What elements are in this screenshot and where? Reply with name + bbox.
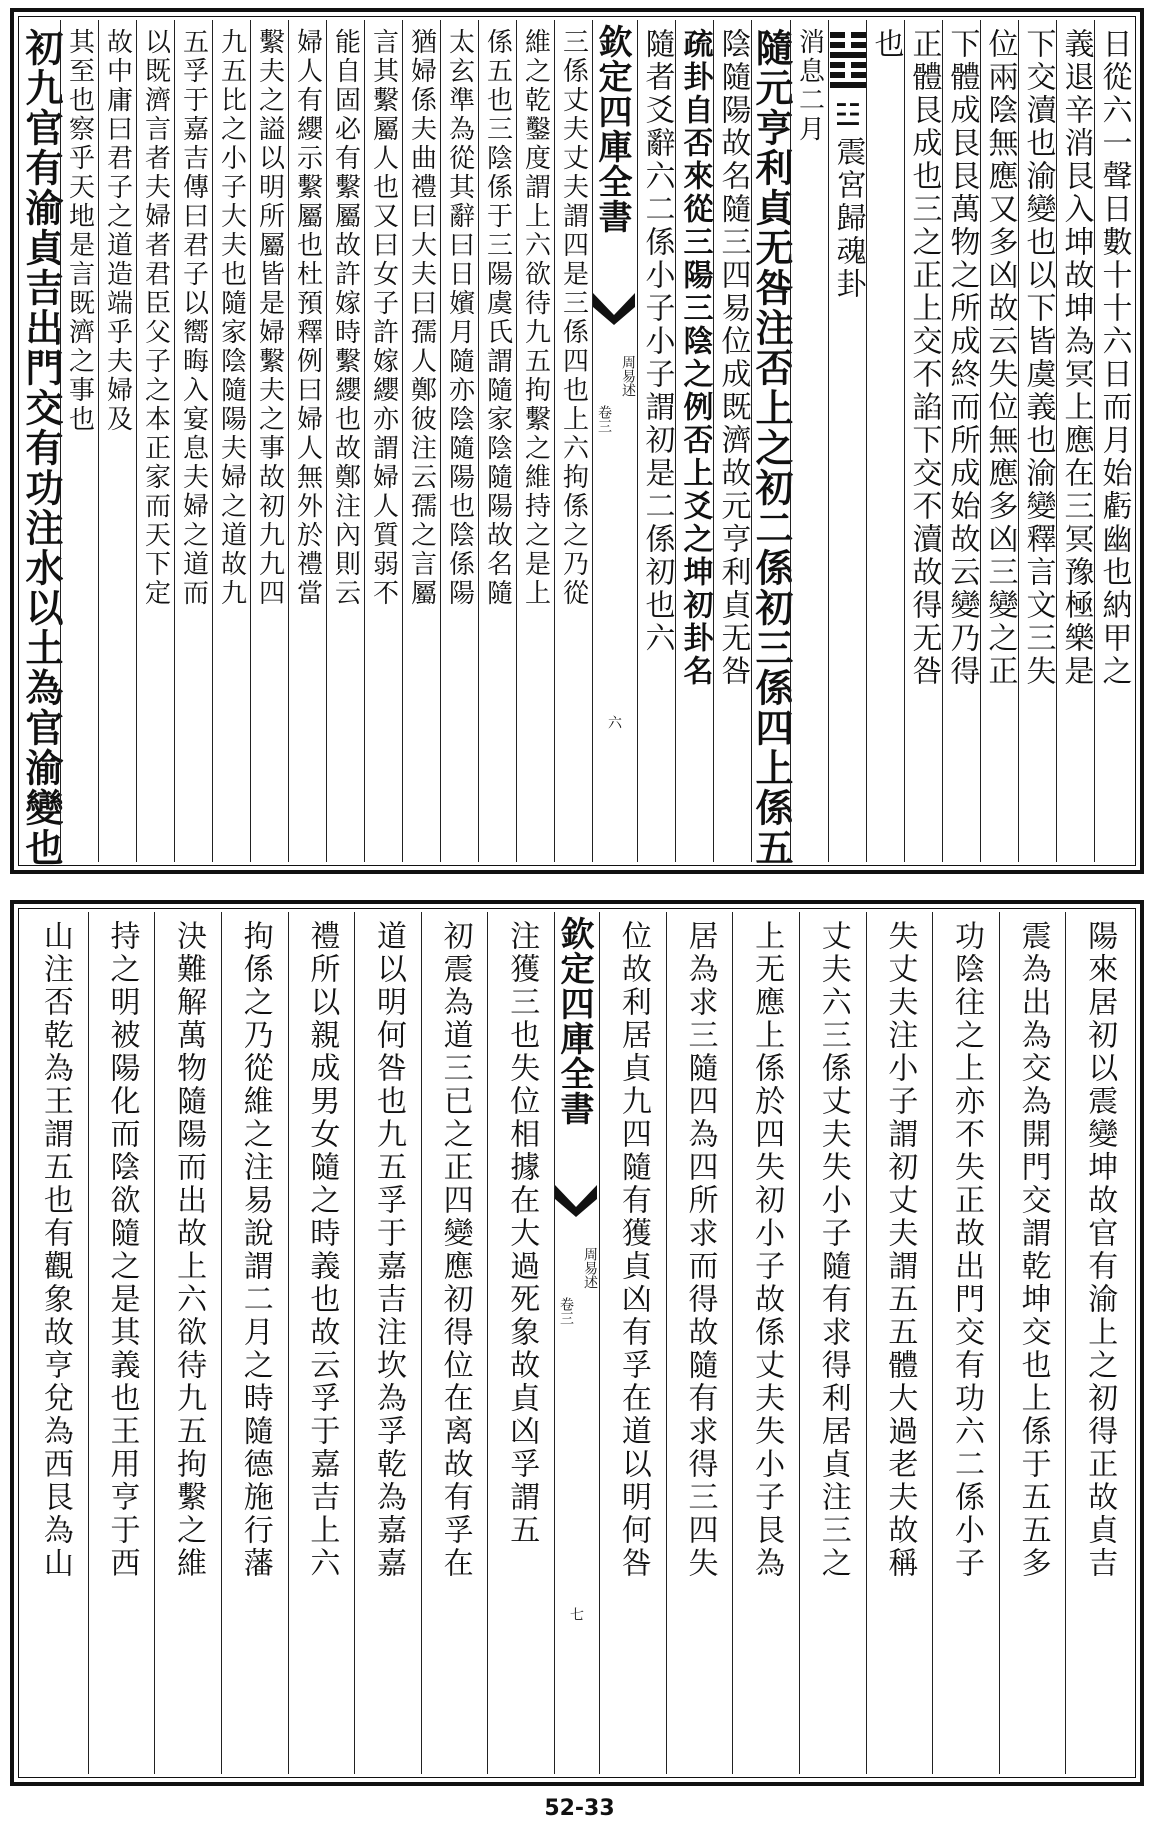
center-volume: 卷三 <box>558 1297 574 1325</box>
hexagram-column: ☳震宮歸魂卦 <box>828 20 866 862</box>
text-column: 山注否乾為王謂五也有觀象故亨兌為西艮為山 <box>37 920 73 1580</box>
text-column: 位故利居貞九四隨有獲貞凶有孚在道以明何咎 <box>599 912 666 1774</box>
text-column: 正體艮成也三之正上交不諂下交不瀆故得无咎 <box>904 20 942 862</box>
text-column: 婦人有纓示繫屬也杜預釋例曰婦人無外於禮當 <box>288 20 326 862</box>
center-title: 欽定四庫全書 <box>592 24 632 234</box>
text-column: 能自固必有繫屬故許嫁時繫纓也故鄭注內則云 <box>326 20 364 862</box>
center-page-number: 六 <box>606 715 622 729</box>
bottom-columns <box>22 912 1132 1774</box>
text-column: 注獲三也失位相據在大過死象故貞凶孚謂五 <box>487 912 554 1774</box>
text-column: 陽來居初以震變坤故官有渝上之初得正故貞吉 <box>1065 912 1132 1774</box>
center-page-number: 七 <box>568 1607 584 1621</box>
text-column: 初九官有渝貞吉出門交有功注水以土為官渝變也 <box>19 28 64 868</box>
text-column: 居為求三隨四為四所求而得故隨有求得三四失 <box>666 912 733 1774</box>
center-book: 周易述 <box>582 1247 598 1289</box>
hexagram-title-column: 隨元亨利貞无咎注否上之初二係初三係四上係五 <box>751 20 790 862</box>
text-column: 下體成艮艮萬物之所成終而所成始故云變乃得 <box>942 20 980 862</box>
text-column: 禮所以親成男女隨之時義也故云孚于嘉吉上六 <box>288 912 355 1774</box>
fish-tail-icon <box>593 285 635 325</box>
text-column: 位兩陰無應又多凶故云失位無應多凶三變之正 <box>980 20 1018 862</box>
text-column: 陰隨陽故名隨三四易位成既濟故元亨利貞无咎 <box>713 20 751 862</box>
text-column: 繫夫之謚以明所屬皆是婦繫夫之事故初九九四 <box>250 20 288 862</box>
bottom-page <box>10 900 1144 1786</box>
text-column: 丈夫六三係丈夫失小子隨有求得利居貞注三之 <box>799 912 866 1774</box>
text-column: 道以明何咎也九五孚于嘉吉注坎為孚乾為嘉嘉 <box>354 912 421 1774</box>
center-fold <box>554 912 599 1774</box>
text-column: 猶婦係夫曲禮曰大夫曰孺人鄭彼注云孺之言屬 <box>402 20 440 862</box>
text-column: 義退辛消艮入坤故坤為冥上應在三冥豫極樂是 <box>1056 20 1094 862</box>
text-column: 消息二月 <box>790 20 828 862</box>
page-footer-number: 52-33 <box>544 1796 615 1821</box>
text-column: 係五也三陰係于三陽虞氏謂隨家陰隨陽故名隨 <box>478 20 516 862</box>
center-title: 欽定四庫全書 <box>554 916 594 1126</box>
text-column: 決難解萬物隨陽而出故上六欲待九五拘繫之維 <box>154 912 221 1774</box>
text-column: 拘係之乃從維之注易說謂二月之時隨德施行藩 <box>221 912 288 1774</box>
text-column: 震為出為交為開門交謂乾坤交也上係于五五多 <box>999 912 1066 1774</box>
text-column: 五孚于嘉吉傳曰君子以嚮晦入宴息夫婦之道而 <box>174 20 212 862</box>
text-column: 故中庸曰君子之道造端乎夫婦及 <box>98 20 136 862</box>
text-column: 也 <box>866 20 904 862</box>
text-column: 太玄準為從其辭曰日嬪月隨亦陰隨陽也陰係陽 <box>440 20 478 862</box>
center-fold <box>592 20 637 862</box>
text-column: 言其繫屬人也又曰女子許嫁纓亦謂婦人質弱不 <box>364 20 402 862</box>
text-column: 日從六一聲日數十十六日而月始虧幽也納甲之 <box>1094 20 1132 862</box>
text-column: 持之明被陽化而陰欲隨之是其義也王用亨于西 <box>88 912 155 1774</box>
fish-tail-icon <box>555 1177 597 1217</box>
text-column: 上无應上係於四失初小子故係丈夫失小子艮為 <box>732 912 799 1774</box>
text-column: 下交瀆也渝變也以下皆虞義也渝變釋言文三失 <box>1018 20 1056 862</box>
text-column: 九五比之小子大夫也隨家陰隨陽夫婦之道故九 <box>212 20 250 862</box>
center-volume: 卷三 <box>596 405 612 433</box>
text-column: 三係丈夫丈夫謂四是三係四也上六拘係之乃從 <box>554 20 592 862</box>
center-book: 周易述 <box>620 355 636 397</box>
text-column: 失丈夫注小子謂初丈夫謂五五體大過老夫故稱 <box>866 912 933 1774</box>
text-column: 維之乾鑿度謂上六欲待九五拘繫之維持之是上 <box>516 20 554 862</box>
text-column: 初震為道三已之正四變應初得位在离故有孚在 <box>421 912 488 1774</box>
top-page <box>10 8 1144 874</box>
hexagram-icon <box>830 32 866 88</box>
text-column: 隨者爻辭六二係小子小子謂初是二係初也六 <box>637 20 675 862</box>
text-column: 疏卦自否來從三陽三陰之例否上爻之坤初卦名 <box>675 20 713 862</box>
text-column: 其至也察乎天地是言既濟之事也 <box>60 20 98 862</box>
text-column: 功陰往之上亦不失正故出門交有功六二係小子 <box>932 912 999 1774</box>
top-columns <box>19 20 1132 868</box>
text-column: 以既濟言者夫婦者君臣父子之本正家而天下定 <box>136 20 174 862</box>
